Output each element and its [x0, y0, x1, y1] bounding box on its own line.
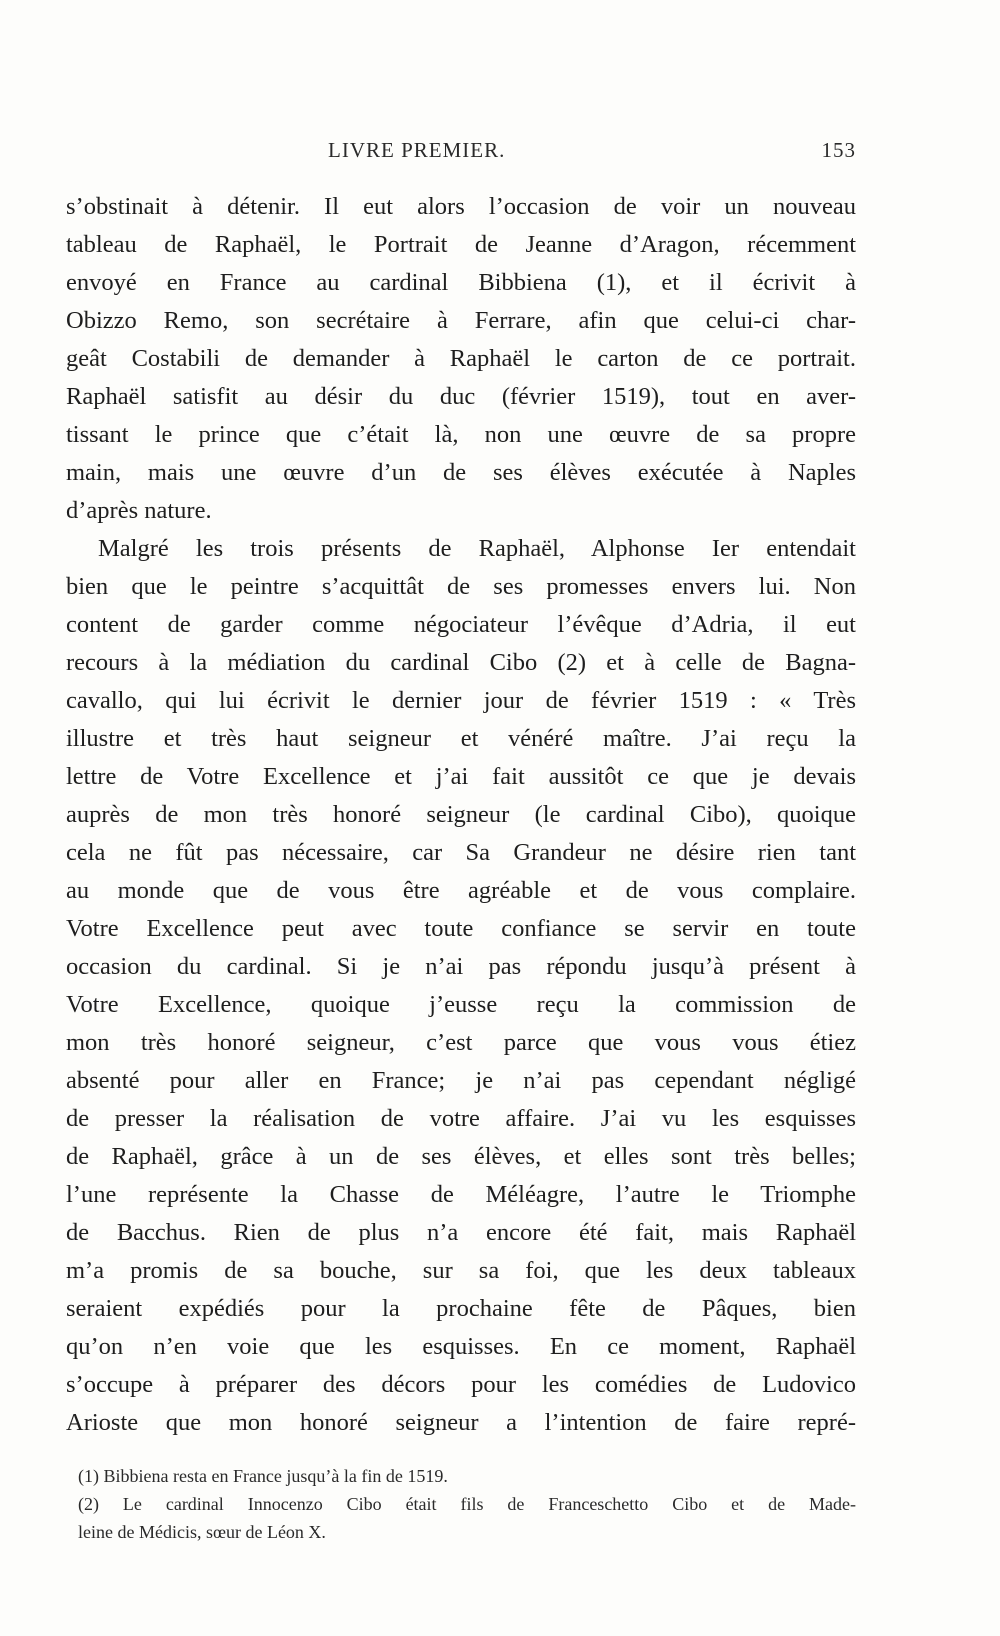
text-line: d’après nature. — [66, 497, 212, 524]
text-line: tissant le prince que c’était là, non une œuvre de sa propre — [66, 421, 856, 448]
text-line: absenté pour aller en France; je n’ai pas cependant négligé — [66, 1067, 856, 1094]
text-line: cela ne fût pas nécessaire, car Sa Grandeur ne désire rien tant — [66, 839, 856, 866]
text-line: de presser la réalisation de votre affaire. J’ai vu les esquisses — [66, 1105, 856, 1132]
text-line: Obizzo Remo, son secrétaire à Ferrare, afin que celui-ci char- — [66, 307, 856, 334]
text-line: cavallo, qui lui écrivit le dernier jour de février 1519 : « Très — [66, 687, 856, 714]
text-line: Raphaël satisfit au désir du duc (février 1519), tout en aver- — [66, 383, 856, 410]
text-line: envoyé en France au cardinal Bibbiena (1), et il écrivit à — [66, 269, 856, 296]
running-head — [66, 138, 856, 168]
text-line: lettre de Votre Excellence et j’ai fait aussitôt ce que je devais — [66, 763, 856, 790]
text-line: Malgré les trois présents de Raphaël, Alphonse Ier entendait — [98, 535, 856, 562]
text-line: au monde que de vous être agréable et de vous complaire. — [66, 877, 856, 904]
footnotes — [78, 1462, 856, 1546]
paragraph-1 — [66, 188, 856, 530]
footnote-2: (2) Le cardinal Innocenzo Cibo était fils de Franceschetto Cibo et de Made- — [78, 1494, 856, 1514]
text-line: auprès de mon très honoré seigneur (le cardinal Cibo), quoique — [66, 801, 856, 828]
text-line: s’obstinait à détenir. Il eut alors l’occasion de voir un nouveau — [66, 193, 856, 220]
text-line: content de garder comme négociateur l’évêque d’Adria, il eut — [66, 611, 856, 638]
text-line: occasion du cardinal. Si je n’ai pas répondu jusqu’à présent à — [66, 953, 856, 980]
text-line: Arioste que mon honoré seigneur a l’intention de faire repré- — [66, 1409, 856, 1436]
text-line: bien que le peintre s’acquittât de ses promesses envers lui. Non — [66, 573, 856, 600]
text-line: de Bacchus. Rien de plus n’a encore été fait, mais Raphaël — [66, 1219, 856, 1246]
text-line: seraient expédiés pour la prochaine fête de Pâques, bien — [66, 1295, 856, 1322]
text-line: de Raphaël, grâce à un de ses élèves, et elles sont très belles; — [66, 1143, 856, 1170]
footnote-1: (1) Bibbiena resta en France jusqu’à la fin de 1519. — [78, 1466, 448, 1486]
running-title: LIVRE PREMIER. — [328, 138, 506, 162]
footnote-2-continuation: leine de Médicis, sœur de Léon X. — [78, 1522, 326, 1542]
text-line: s’occupe à préparer des décors pour les comédies de Ludovico — [66, 1371, 856, 1398]
text-line: Votre Excellence peut avec toute confiance se servir en toute — [66, 915, 856, 942]
text-line: recours à la médiation du cardinal Cibo (2) et à celle de Bagna- — [66, 649, 856, 676]
text-line: geât Costabili de demander à Raphaël le carton de ce portrait. — [66, 345, 856, 372]
text-line: Votre Excellence, quoique j’eusse reçu la commission de — [66, 991, 856, 1018]
text-line: main, mais une œuvre d’un de ses élèves exécutée à Naples — [66, 459, 856, 486]
body-text — [66, 188, 856, 1442]
text-line: tableau de Raphaël, le Portrait de Jeanne d’Aragon, récemment — [66, 231, 856, 258]
page-number: 153 — [821, 138, 856, 162]
text-line: qu’on n’en voie que les esquisses. En ce moment, Raphaël — [66, 1333, 856, 1360]
text-line: mon très honoré seigneur, c’est parce que vous vous étiez — [66, 1029, 856, 1056]
text-line: m’a promis de sa bouche, sur sa foi, que les deux tableaux — [66, 1257, 856, 1284]
text-line: l’une représente la Chasse de Méléagre, l’autre le Triomphe — [66, 1181, 856, 1208]
text-line: illustre et très haut seigneur et vénéré maître. J’ai reçu la — [66, 725, 856, 752]
paragraph-2 — [66, 530, 856, 1442]
